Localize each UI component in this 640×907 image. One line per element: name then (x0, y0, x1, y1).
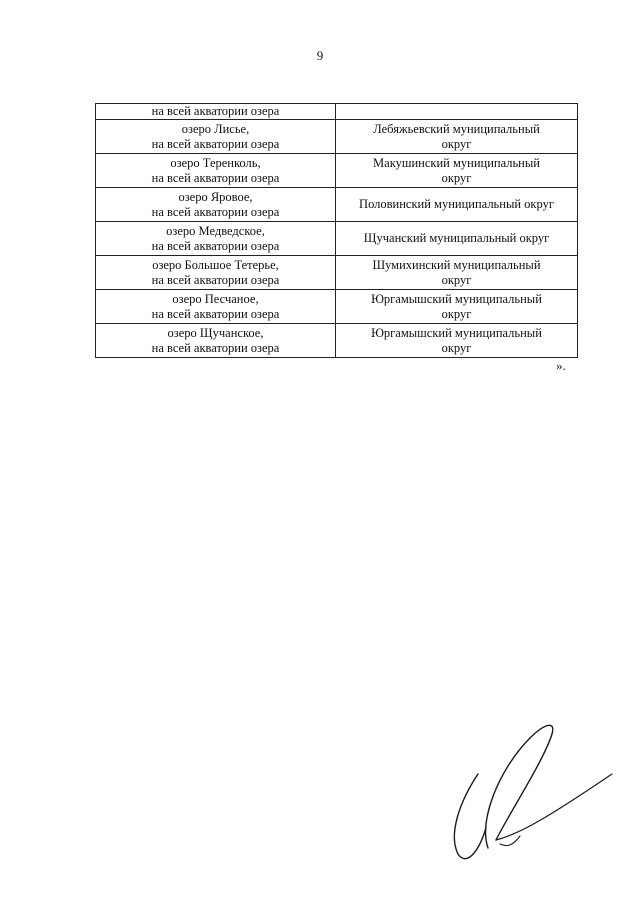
district-line: Юргамышский муниципальный (371, 291, 542, 306)
closing-quote: ». (556, 358, 566, 373)
district-line: Шумихинский муниципальный (372, 257, 541, 272)
table-row (96, 120, 578, 154)
district-line: округ (441, 272, 472, 287)
lake-name: озеро Большое Тетерье, (152, 257, 279, 272)
table-row (96, 324, 578, 358)
lake-area: на всей акватории озера (151, 340, 280, 355)
page-number: 9 (316, 48, 324, 63)
table-row (96, 290, 578, 324)
district-line: Макушинский муниципальный (373, 155, 540, 170)
table-cell-lake (96, 290, 336, 324)
table-cell-district (336, 222, 578, 256)
district-line: Лебяжьевский муниципальный (373, 121, 540, 136)
table-cell-lake (96, 256, 336, 290)
table-cell-district (336, 104, 578, 120)
district-line: Щучанский муниципальный округ (363, 231, 550, 245)
table-cell-lake (96, 120, 336, 154)
lake-name: озеро Песчаное, (172, 291, 259, 306)
table-cell-lake: на всей акватории озера (96, 104, 336, 120)
district-line: Половинский муниципальный округ (359, 197, 554, 211)
lake-area: на всей акватории озера (151, 170, 280, 185)
table-row (96, 222, 578, 256)
lake-area: на всей акватории озера (151, 136, 280, 151)
table-cell-district (336, 154, 578, 188)
signature-stroke (454, 774, 486, 859)
table-row (96, 188, 578, 222)
lake-name: озеро Щучанское, (167, 325, 264, 340)
table-row (96, 256, 578, 290)
table-row (96, 104, 578, 120)
table-cell-lake (96, 188, 336, 222)
lake-area: на всей акватории озера (151, 272, 280, 287)
lake-name: озеро Яровое, (178, 189, 253, 204)
handwritten-signature (440, 716, 620, 866)
table-cell-district (336, 324, 578, 358)
lake-name: озеро Медведское, (166, 223, 265, 238)
table-cell-district (336, 120, 578, 154)
table-cell-lake (96, 324, 336, 358)
lake-area: на всей акватории озера (151, 204, 280, 219)
table-cell-district (336, 290, 578, 324)
lake-area: на всей акватории озера (151, 306, 280, 321)
district-line: Юргамышский муниципальный (371, 325, 542, 340)
table-cell-lake (96, 222, 336, 256)
district-line: округ (441, 136, 472, 151)
lakes-table (95, 103, 578, 358)
district-line: округ (441, 170, 472, 185)
district-line: округ (441, 340, 472, 355)
table-row (96, 154, 578, 188)
lake-name: озеро Теренколь, (170, 155, 261, 170)
lake-area: на всей акватории озера (151, 238, 280, 253)
table-cell-lake (96, 154, 336, 188)
signature-stroke (496, 774, 612, 840)
table-cell-district (336, 256, 578, 290)
signature-stroke (486, 725, 553, 848)
table-cell-district (336, 188, 578, 222)
lake-name: озеро Лисье, (181, 121, 250, 136)
district-line: округ (441, 306, 472, 321)
